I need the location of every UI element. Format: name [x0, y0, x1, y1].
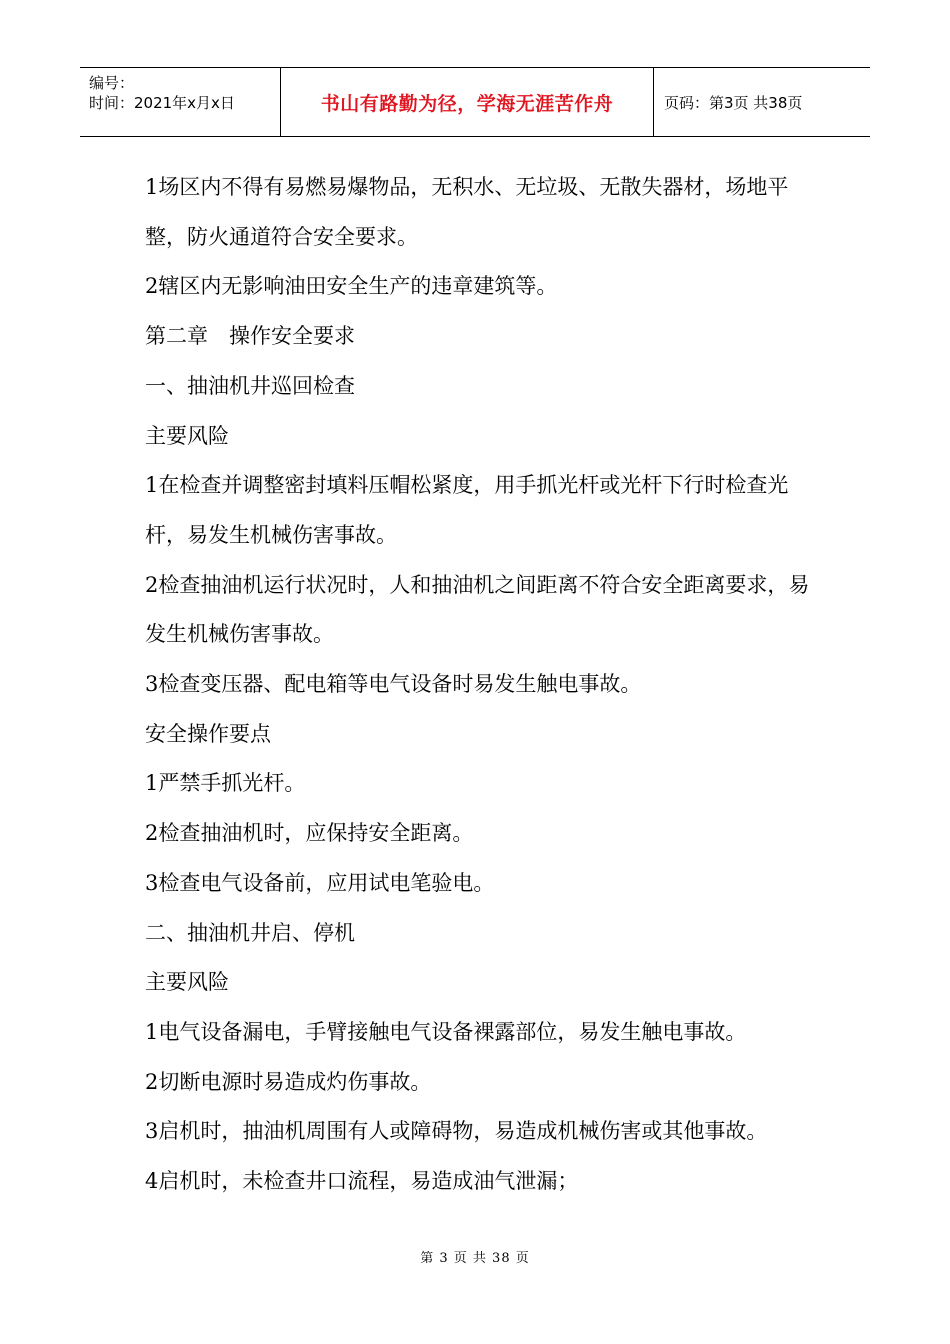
header-page-info: 页码：第3页 共38页: [664, 93, 803, 112]
chapter-heading: 第二章 操作安全要求: [145, 324, 355, 349]
document-body: [145, 163, 815, 1207]
paragraph: 4启机时，未检查井口流程，易造成油气泄漏；: [145, 1169, 579, 1194]
paragraph: 1场区内不得有易燃易爆物品，无积水、无垃圾、无散失器材，场地平整，防火通道符合安全要求。: [145, 175, 789, 249]
document-date: 时间：2021年x月x日: [89, 94, 235, 112]
paragraph: 2检查抽油机时，应保持安全距离。: [145, 821, 474, 846]
header-right-cell: [654, 68, 870, 136]
paragraph: 1严禁手抓光杆。: [145, 771, 306, 796]
paragraph: 1在检查并调整密封填料压帽松紧度，用手抓光杆或光杆下行时检查光杆，易发生机械伤害事故。: [145, 473, 789, 547]
subsection-heading: 主要风险: [145, 970, 229, 995]
paragraph: 3检查电气设备前，应用试电笔验电。: [145, 870, 495, 895]
header-motto: 书山有路勤为径，学海无涯苦作舟: [320, 92, 614, 115]
section-heading: 一、抽油机井巡回检查: [145, 373, 355, 398]
paragraph: 2辖区内无影响油田安全生产的违章建筑等。: [145, 274, 558, 299]
header-middle-cell: [281, 68, 654, 136]
subsection-heading: 安全操作要点: [145, 721, 271, 746]
paragraph: 1电气设备漏电，手臂接触电气设备裸露部位，易发生触电事故。: [145, 1019, 747, 1044]
header-left-cell: [80, 68, 281, 136]
paragraph: 2检查抽油机运行状况时，人和抽油机之间距离不符合安全距离要求，易发生机械伤害事故。: [145, 572, 810, 647]
section-heading: 二、抽油机井启、停机: [145, 920, 355, 945]
paragraph: 3启机时，抽油机周围有人或障碍物，易造成机械伤害或其他事故。: [145, 1119, 768, 1144]
page-footer: 第 3 页 共 38 页: [420, 1251, 530, 1266]
document-number-label: 编号：: [89, 74, 135, 92]
page-header: [80, 67, 870, 137]
paragraph: 2切断电源时易造成灼伤事故。: [145, 1069, 432, 1094]
paragraph: 3检查变压器、配电箱等电气设备时易发生触电事故。: [145, 672, 642, 697]
subsection-heading: 主要风险: [145, 423, 229, 448]
